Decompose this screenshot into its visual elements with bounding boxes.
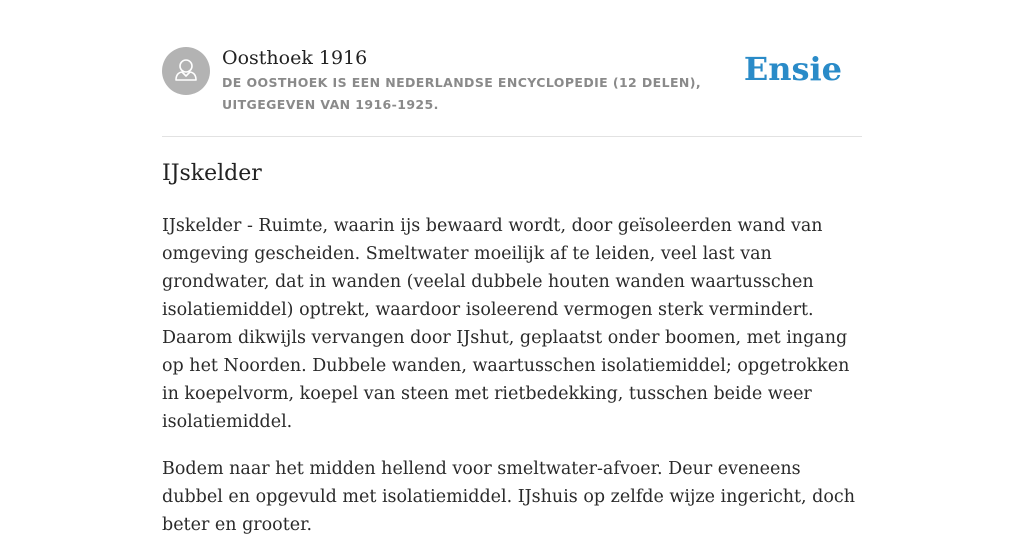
article-paragraph: Bodem naar het midden hellend voor smeltwater-afvoer. Deur eveneens dubbel en opgevuld met isolatiemiddel. IJshuis op zelfde wijze ingericht, doch beter en grooter. [162,459,855,535]
page-container [162,0,862,535]
source-title[interactable]: Oosthoek 1916 [222,47,368,69]
source-description: DE OOSTHOEK IS EEN NEDERLANDSE ENCYCLOPEDIE (12 DELEN), UITGEGEVEN VAN 1916-1925. [222,75,702,112]
source-avatar[interactable] [162,47,210,95]
article-body [162,212,862,558]
article-paragraph: IJskelder - Ruimte, waarin ijs bewaard wordt, door geïsoleerden wand van omgeving gescheiden. Smeltwater moeilijk af te leiden, veel last van grondwater, dat in wanden (veelal dubbele houten wanden waartusschen isolatiemiddel) optrekt, waardoor isoleerend vermogen sterk vermindert. Daarom dikwijls vervangen door IJshut, geplaatst onder boomen, met ingang op het Noorden. Dubbele wanden, waartusschen isolatiemiddel; opgetrokken in koepelvorm, koepel van steen met rietbedekking, tusschen beide weer isolatiemiddel. [162,216,850,432]
ensie-logo-link[interactable]: Ensie [743,50,842,88]
article-title: IJskelder [162,161,262,186]
source-header [162,0,862,137]
user-avatar-icon [162,47,210,95]
